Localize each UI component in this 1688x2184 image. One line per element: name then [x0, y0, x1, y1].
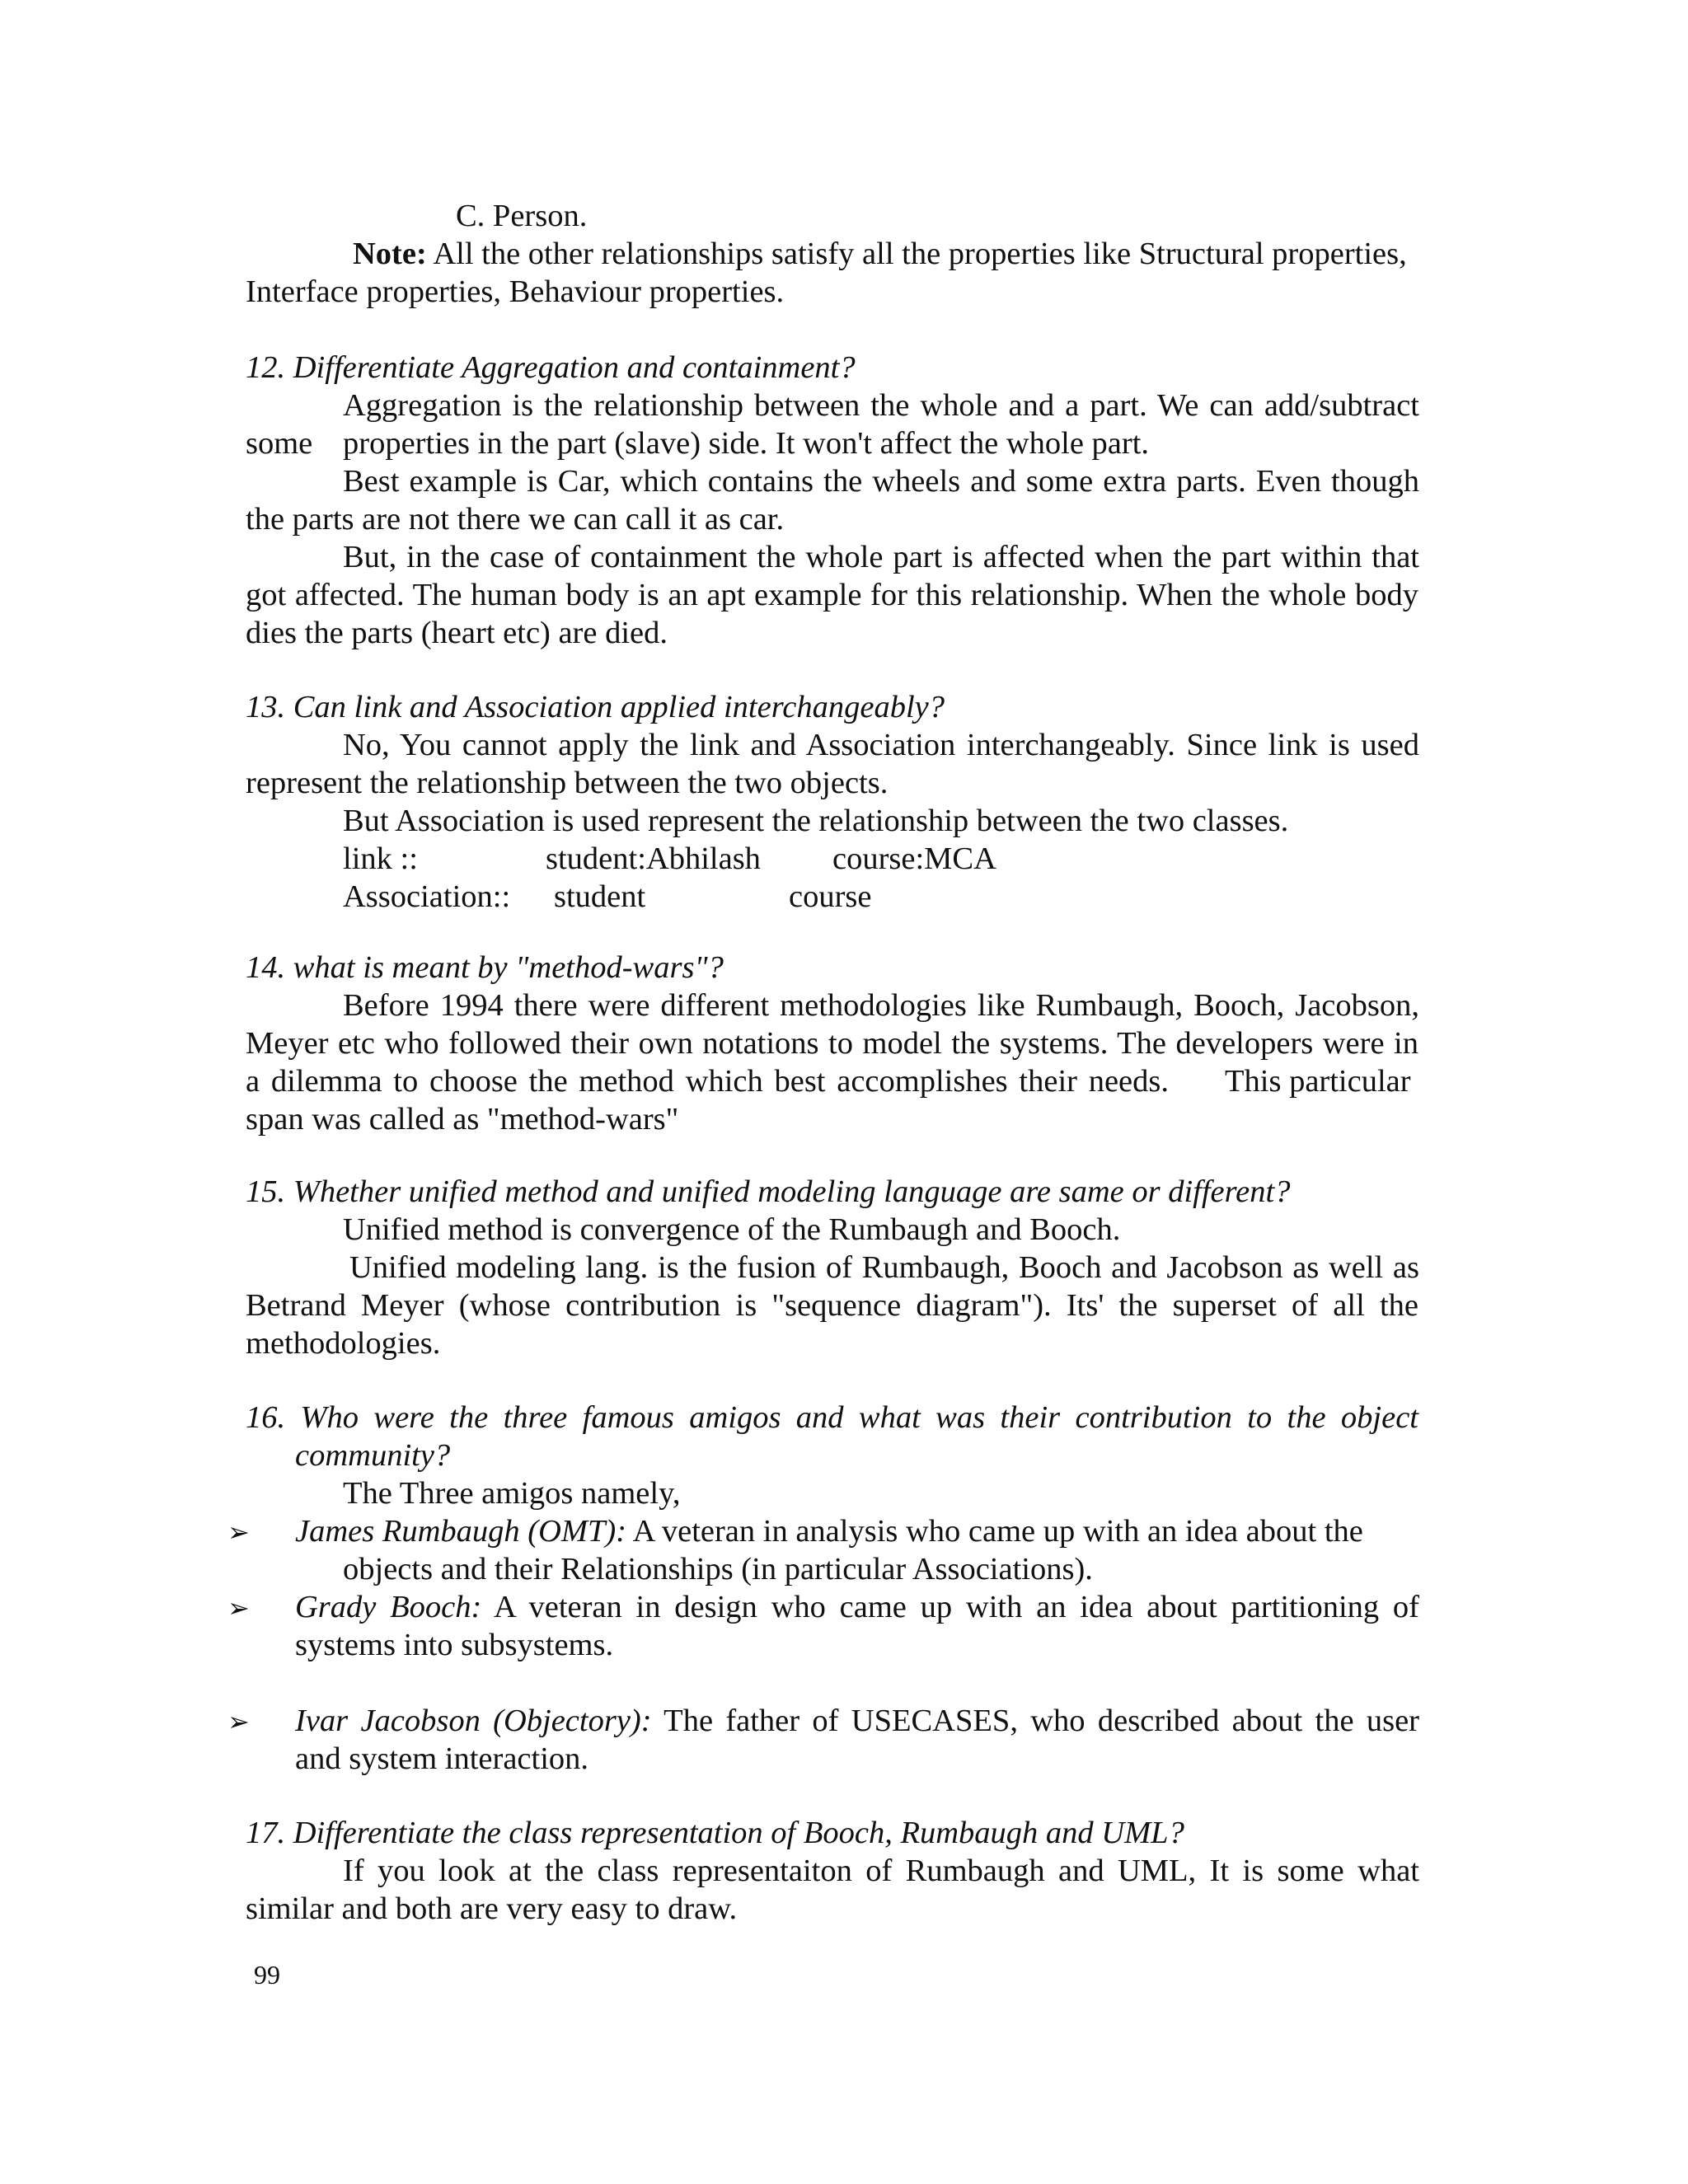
q14-line-3a: a dilemma to choose the method which best accomplishes their needs. — [246, 1064, 1169, 1099]
link-label: link :: — [343, 841, 418, 876]
q15-line-4: methodologies. — [246, 1326, 441, 1361]
q12-line-4: the parts are not there we can call it as car. — [246, 502, 785, 537]
q12-line-2a: some — [246, 426, 313, 461]
q12-line-1: Aggregation is the relationship between the whole and a part. We can add/subtract — [343, 388, 1419, 423]
amigo-1-name: James Rumbaugh (OMT): — [295, 1514, 627, 1549]
amigo-2-line-2: systems into subsystems. — [295, 1628, 614, 1662]
q12-line-5: But, in the case of containment the whole part is affected when the part within that — [343, 540, 1419, 574]
link-student: student:Abhilash — [546, 841, 761, 876]
amigo-1-line-2: objects and their Relationships (in particular Associations). — [343, 1552, 1093, 1586]
arrow-bullet-icon: ➢ — [227, 1592, 250, 1624]
association-course: course — [789, 879, 872, 914]
q13-line-2: represent the relationship between the two objects. — [246, 766, 889, 800]
amigo-3-text: The father of USECASES, who described about the user — [663, 1704, 1419, 1738]
note-text: All the other relationships satisfy all the properties like Structural properties, — [433, 237, 1407, 271]
amigo-2-line-1 — [295, 1589, 1419, 1625]
q13-line-3: But Association is used represent the relationship between the two classes. — [343, 804, 1289, 838]
q15-line-2: Unified modeling lang. is the fusion of Rumbaugh, Booch and Jacobson as well as — [349, 1250, 1419, 1285]
q16-intro: The Three amigos namely, — [343, 1476, 681, 1511]
page-number: 99 — [254, 1960, 280, 1990]
amigo-1-line-1 — [295, 1513, 1363, 1549]
link-course: course:MCA — [832, 841, 996, 876]
q17-line-2: similar and both are very easy to draw. — [246, 1891, 738, 1926]
q15-line-1: Unified method is convergence of the Rumbaugh and Booch. — [343, 1212, 1121, 1247]
question-16-line-1: 16. Who were the three famous amigos and what was their contribution to the object — [246, 1400, 1418, 1435]
q13-line-1: No, You cannot apply the link and Association interchangeably. Since link is used — [343, 728, 1419, 762]
amigo-3-line-1 — [295, 1703, 1419, 1739]
note-line-1 — [353, 236, 1407, 272]
note-label: Note: — [353, 237, 427, 271]
q12-line-2b: properties in the part (slave) side. It won't affect the whole part. — [343, 426, 1150, 461]
q12-line-6: got affected. The human body is an apt example for this relationship. When the whole body — [246, 578, 1418, 612]
question-12: 12. Differentiate Aggregation and containment? — [246, 350, 856, 385]
question-13: 13. Can link and Association applied interchangeably? — [246, 690, 945, 724]
q12-line-7: dies the parts (heart etc) are died. — [246, 616, 668, 650]
amigo-1-text: A veteran in analysis who came up with an idea about the — [632, 1514, 1363, 1549]
q14-line-1: Before 1994 there were different methodologies like Rumbaugh, Booch, Jacobson, — [343, 988, 1419, 1023]
arrow-bullet-icon: ➢ — [227, 1516, 250, 1548]
q14-line-2: Meyer etc who followed their own notations to model the systems. The developers were in — [246, 1026, 1418, 1061]
option-c: C. Person. — [456, 199, 588, 233]
q17-line-1: If you look at the class representaiton of Rumbaugh and UML, It is some what — [343, 1854, 1419, 1888]
q15-line-3: Betrand Meyer (whose contribution is "sequence diagram"). Its' the superset of all the — [246, 1288, 1418, 1323]
amigo-2-name: Grady Booch: — [295, 1590, 482, 1624]
q14-line-4: span was called as "method-wars" — [246, 1102, 679, 1137]
association-label: Association:: — [343, 879, 511, 914]
question-17: 17. Differentiate the class representation of Booch, Rumbaugh and UML? — [246, 1816, 1184, 1850]
question-14: 14. what is meant by "method-wars"? — [246, 950, 724, 985]
amigo-2-text: A veteran in design who came up with an idea about partitioning of — [494, 1590, 1419, 1624]
q12-line-3: Best example is Car, which contains the wheels and some extra parts. Even though — [343, 464, 1419, 499]
question-16-line-2: community? — [295, 1438, 451, 1473]
question-15: 15. Whether unified method and unified modeling language are same or different? — [246, 1174, 1291, 1209]
arrow-bullet-icon: ➢ — [227, 1706, 250, 1737]
amigo-3-name: Ivar Jacobson (Objectory): — [295, 1704, 652, 1738]
q14-line-3b: This particular — [1225, 1064, 1411, 1099]
note-line-2: Interface properties, Behaviour properties. — [246, 274, 785, 309]
association-student: student — [554, 879, 646, 914]
amigo-3-line-2: and system interaction. — [295, 1741, 589, 1776]
